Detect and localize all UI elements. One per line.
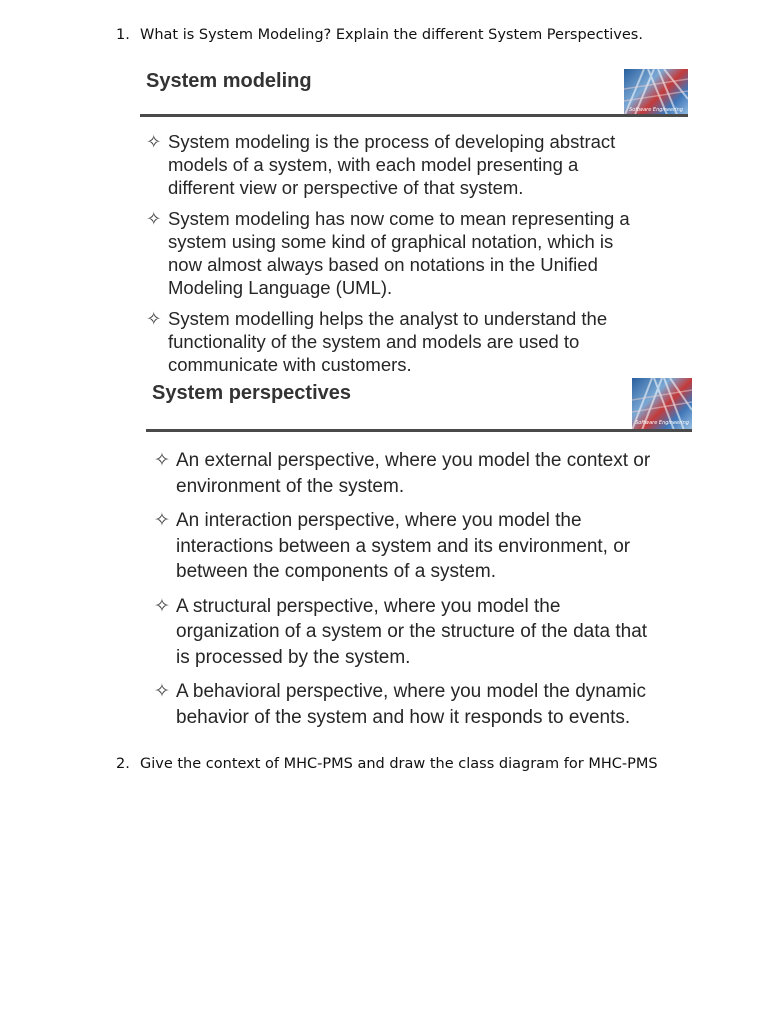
question-1 <box>116 27 643 43</box>
book-cover-logo <box>624 69 688 117</box>
question-number: 1. <box>116 27 130 43</box>
bullet-item <box>154 679 714 730</box>
bullet-line: behavior of the system and how it responds to events. <box>176 706 631 728</box>
bullet-line: System modeling is the process of developing abstract <box>168 131 616 152</box>
diamond-bullet-icon: ✧ <box>154 595 170 617</box>
slide-system-perspectives <box>146 378 720 748</box>
bullet-line: An external perspective, where you model the context or <box>176 450 651 471</box>
book-cover-logo <box>632 378 692 430</box>
diamond-bullet-icon: ✧ <box>146 131 162 152</box>
bullet-line: A structural perspective, where you model the <box>176 595 561 617</box>
bullet-line: functionality of the system and models are used to <box>168 331 580 352</box>
bullet-line: System modelling helps the analyst to understand the <box>168 308 608 329</box>
bullet-line: models of a system, with each model presenting a <box>168 154 579 175</box>
logo-text: Software Engineering <box>629 107 683 113</box>
diamond-bullet-icon: ✧ <box>154 450 170 471</box>
bullet-list <box>146 130 696 384</box>
bullet-line: now almost always based on notations in the Unified <box>168 254 598 275</box>
bullet-line: organization of a system or the structure of the data that <box>176 621 648 642</box>
bullet-item <box>146 307 696 376</box>
bullet-line: communicate with customers. <box>168 354 412 375</box>
question-text: Give the context of MHC-PMS and draw the class diagram for MHC-PMS <box>140 756 658 772</box>
title-divider <box>140 114 688 117</box>
bullet-line: System modeling has now come to mean representing a <box>168 208 630 229</box>
diamond-bullet-icon: ✧ <box>154 510 170 531</box>
diamond-bullet-icon: ✧ <box>154 681 170 702</box>
logo-text: Software Engineering <box>635 420 689 426</box>
bullet-item <box>154 448 714 499</box>
bullet-line: environment of the system. <box>176 475 405 497</box>
bullet-item <box>154 594 714 671</box>
bullet-line: A behavioral perspective, where you model the dynamic <box>176 681 646 702</box>
slide-title: System modeling <box>146 70 312 92</box>
bullet-item <box>146 207 696 299</box>
bullet-line: is processed by the system. <box>176 646 411 668</box>
diamond-bullet-icon: ✧ <box>146 208 162 229</box>
question-text: What is System Modeling? Explain the different System Perspectives. <box>140 27 643 43</box>
bullet-line: different view or perspective of that system. <box>168 177 524 198</box>
bullet-item <box>146 130 696 199</box>
question-2 <box>116 756 658 772</box>
bullet-line: An interaction perspective, where you model the <box>176 510 582 531</box>
bullet-line: interactions between a system and its environment, or <box>176 535 631 557</box>
diamond-bullet-icon: ✧ <box>146 308 162 329</box>
bullet-line: Modeling Language (UML). <box>168 277 393 298</box>
bullet-line: system using some kind of graphical notation, which is <box>168 231 614 252</box>
title-divider <box>146 429 692 432</box>
slide-title: System perspectives <box>152 382 352 404</box>
bullet-line: between the components of a system. <box>176 561 497 582</box>
bullet-list <box>154 448 714 739</box>
slide-system-modeling <box>140 66 706 380</box>
question-number: 2. <box>116 756 130 772</box>
bullet-item <box>154 508 714 585</box>
